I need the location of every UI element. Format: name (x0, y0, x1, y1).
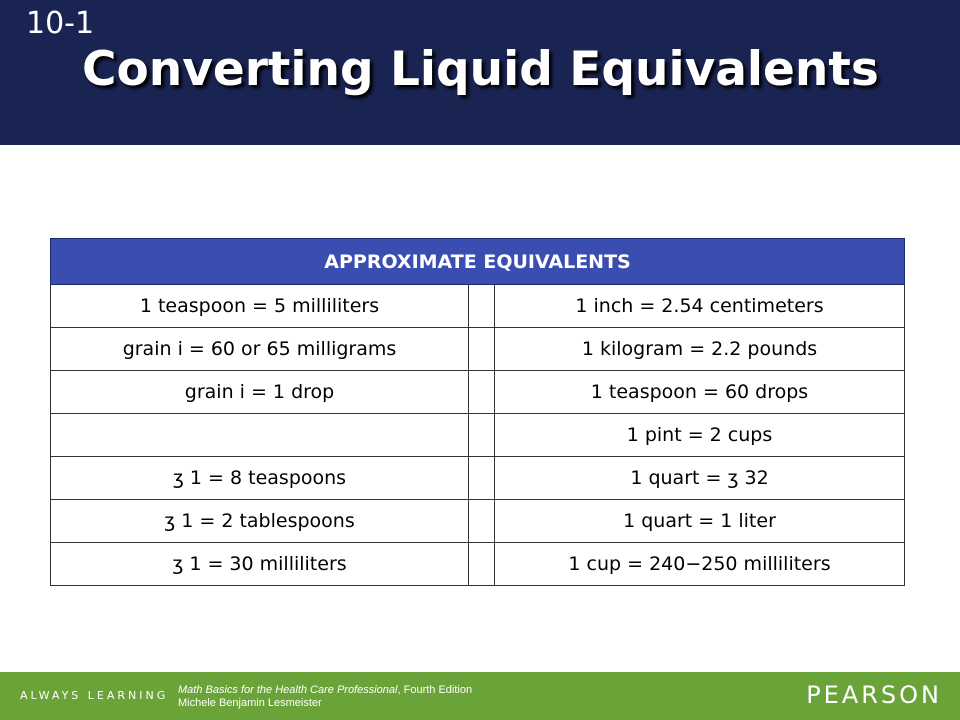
table-cell-spacer (469, 285, 495, 328)
table-cell-right: 1 cup = 240−250 milliliters (495, 543, 905, 586)
table-heading: APPROXIMATE EQUIVALENTS (51, 239, 905, 285)
table-cell-spacer (469, 500, 495, 543)
table-cell-left: 1 teaspoon = 5 milliliters (51, 285, 469, 328)
table-row (51, 500, 905, 543)
book-author: Michele Benjamin Lesmeister (178, 697, 322, 709)
slide-header (0, 0, 960, 145)
slide-title: Converting Liquid Equivalents (82, 42, 879, 97)
table-cell-left: grain i = 60 or 65 milligrams (51, 328, 469, 371)
table-cell-left (51, 414, 469, 457)
table-cell-spacer (469, 328, 495, 371)
table-cell-left: ʒ 1 = 2 tablespoons (51, 500, 469, 543)
table-cell-left: ʒ 1 = 30 milliliters (51, 543, 469, 586)
table-row (51, 414, 905, 457)
table-cell-right: 1 quart = ʒ 32 (495, 457, 905, 500)
table-cell-left: ʒ 1 = 8 teaspoons (51, 457, 469, 500)
equivalents-table (50, 238, 905, 586)
table-row (51, 543, 905, 586)
table-cell-spacer (469, 543, 495, 586)
table-cell-spacer (469, 457, 495, 500)
table-header-row (51, 239, 905, 285)
table-cell-right: 1 quart = 1 liter (495, 500, 905, 543)
table-cell-right: 1 teaspoon = 60 drops (495, 371, 905, 414)
table-row (51, 457, 905, 500)
publisher-logo: PEARSON (806, 681, 942, 709)
table-cell-left: grain i = 1 drop (51, 371, 469, 414)
slide-footer (0, 672, 960, 720)
table-row (51, 371, 905, 414)
table-cell-spacer (469, 414, 495, 457)
table-cell-right: 1 pint = 2 cups (495, 414, 905, 457)
book-edition: , Fourth Edition (397, 684, 473, 696)
table-cell-right: 1 inch = 2.54 centimeters (495, 285, 905, 328)
book-title: Math Basics for the Health Care Professional (178, 684, 398, 696)
book-credit (178, 684, 472, 710)
section-number: 10-1 (26, 6, 95, 41)
footer-tagline: ALWAYS LEARNING (20, 689, 169, 702)
table-cell-spacer (469, 371, 495, 414)
table-cell-right: 1 kilogram = 2.2 pounds (495, 328, 905, 371)
table-row (51, 285, 905, 328)
table-row (51, 328, 905, 371)
